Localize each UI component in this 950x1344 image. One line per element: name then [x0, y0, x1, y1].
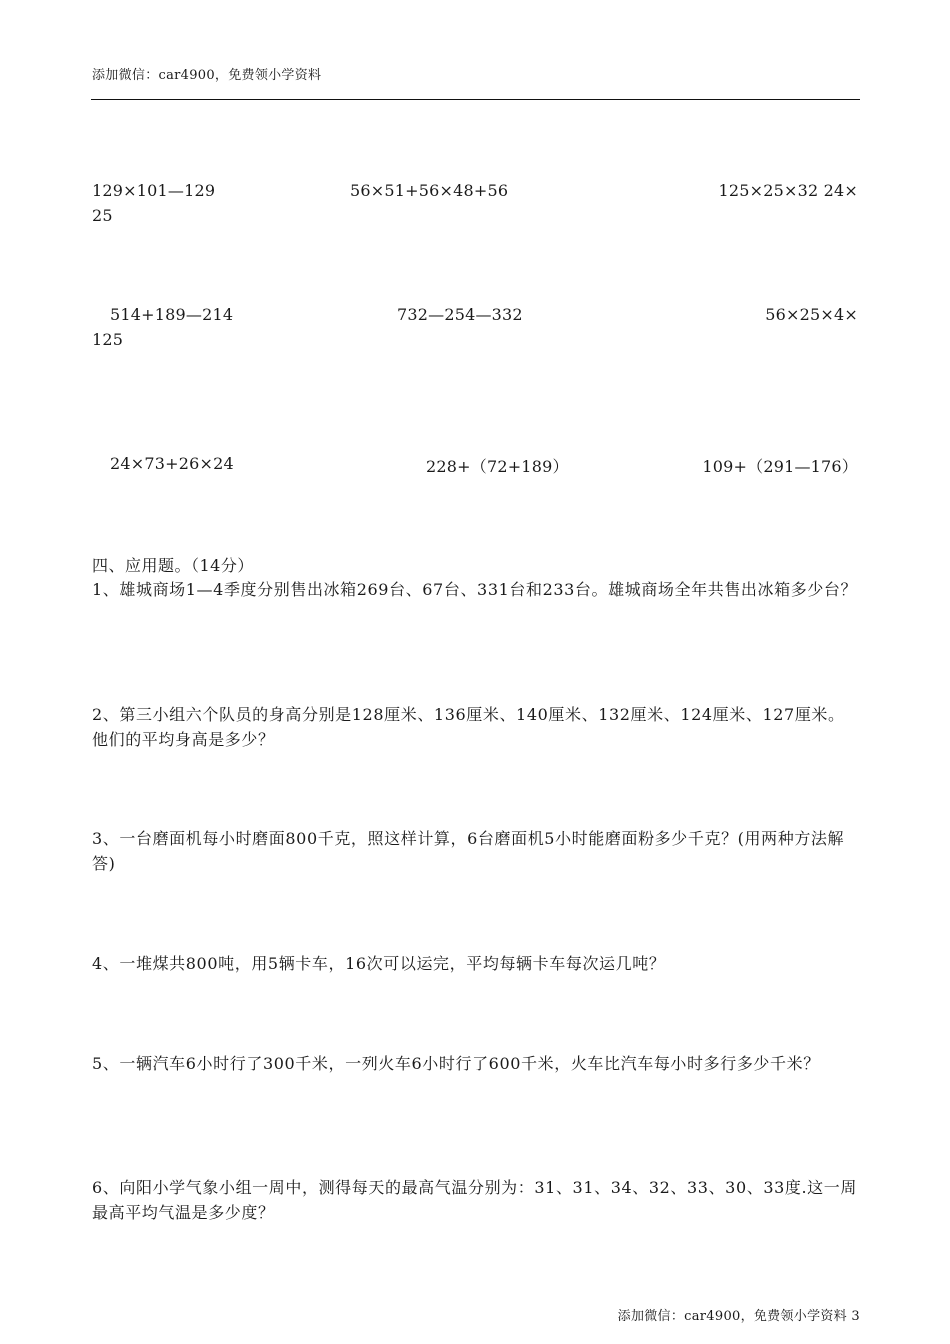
problem-1: 1、雄城商场1—4季度分别售出冰箱269台、67台、331台和233台。雄城商场全年共售出冰箱多少台？ — [92, 580, 858, 599]
calc-3-2: 228+（72+189） — [426, 457, 569, 476]
problem-3: 3、一台磨面机每小时磨面800千克，照这样计算，6台磨面机5小时能磨面粉多少千克？(用两种方法解答) — [92, 829, 845, 873]
problem-4: 4、一堆煤共800吨，用5辆卡车，16次可以运完，平均每辆卡车每次运几吨？ — [92, 954, 666, 973]
calc-3-1: 24×73+26×24 — [110, 454, 234, 473]
page-footer: 添加微信：car4900，免费领小学资料 3 — [617, 1309, 860, 1324]
section-title: 四、应用题。（14分） — [92, 556, 254, 575]
calc-2-2: 732—254—332 — [397, 305, 523, 324]
calc-2-3: 56×25×4× — [765, 305, 858, 324]
calc-2-1: 514+189—214 — [110, 305, 234, 324]
header-divider — [91, 99, 860, 100]
calc-1-1: 129×101—129 — [92, 181, 216, 200]
problem-5: 5、一辆汽车6小时行了300千米，一列火车6小时行了600千米，火车比汽车每小时多行多少千米？ — [92, 1054, 820, 1073]
calc-2-wrap: 125 — [92, 330, 124, 349]
problem-6: 6、向阳小学气象小组一周中，测得每天的最高气温分别为：31、31、34、32、33、30、33度.这一周最高平均气温是多少度？ — [92, 1178, 857, 1222]
problem-2: 2、第三小组六个队员的身高分别是128厘米、136厘米、140厘米、132厘米、124厘米、127厘米。他们的平均身高是多少？ — [92, 705, 845, 749]
calc-1-2: 56×51+56×48+56 — [350, 181, 509, 200]
calc-1-wrap: 25 — [92, 206, 113, 225]
page-header: 添加微信：car4900，免费领小学资料 — [92, 68, 322, 83]
calc-3-3: 109+（291—176） — [702, 457, 858, 476]
calc-1-3: 125×25×32 24× — [718, 181, 858, 200]
